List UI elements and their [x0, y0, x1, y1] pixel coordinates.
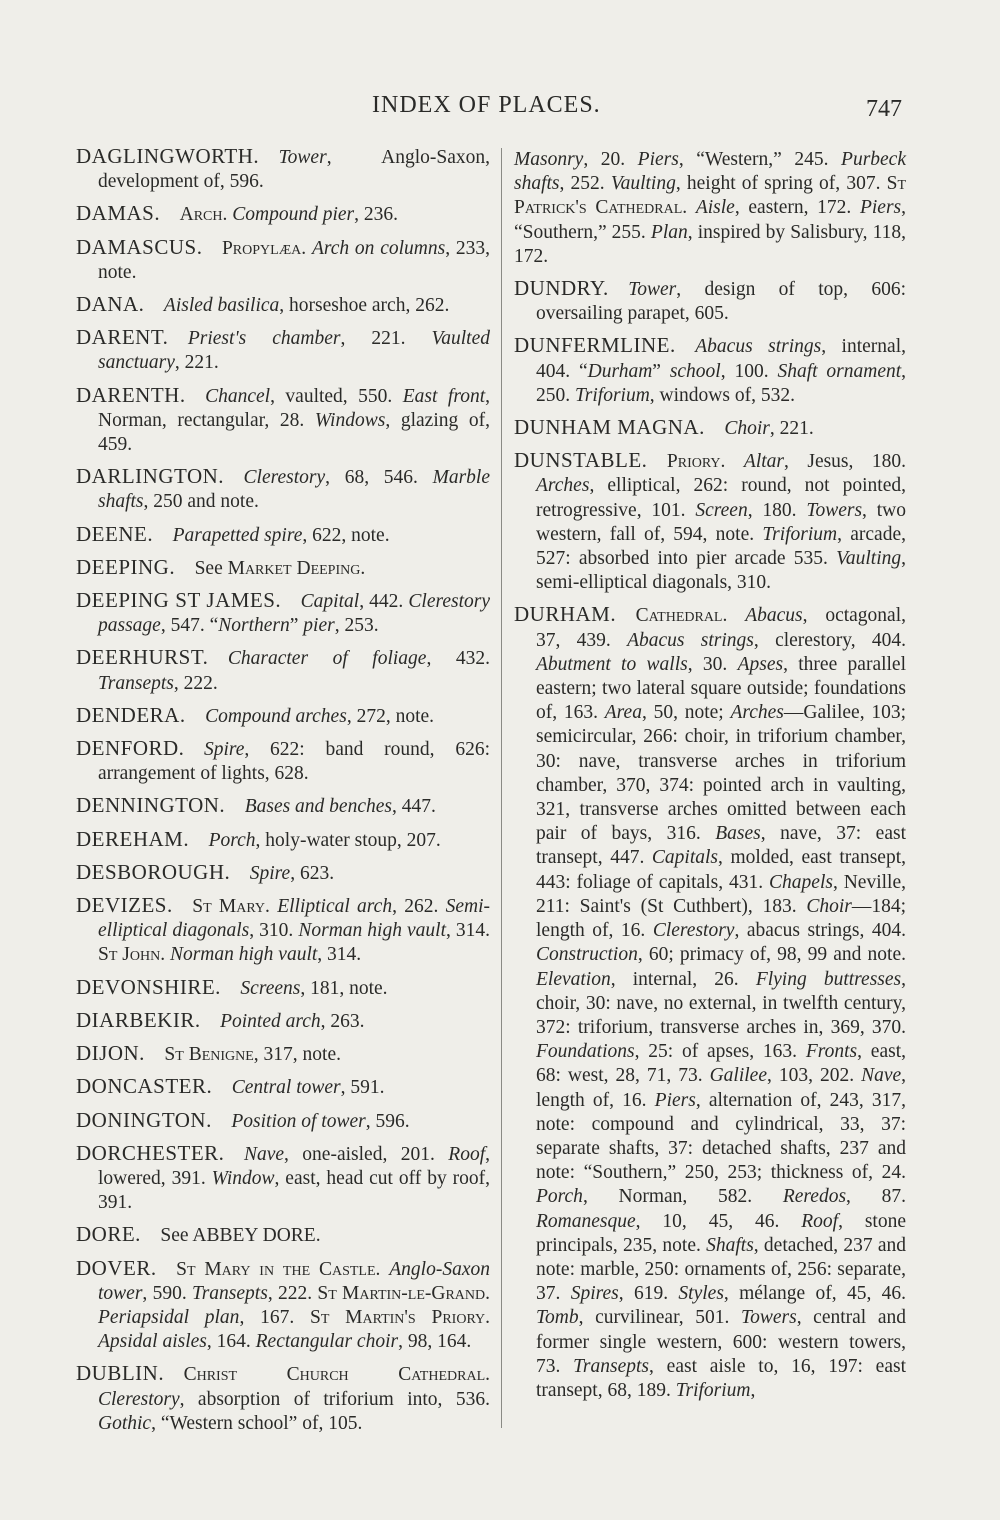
entry-subject: Fronts: [805, 1041, 858, 1063]
entry-subject: Roof: [801, 1210, 839, 1232]
entry-text: , 30.: [687, 653, 738, 675]
entry-subject: Piers: [654, 1089, 696, 1111]
entry-subject: school: [669, 360, 721, 382]
entry-text: , 103, 202.: [766, 1065, 862, 1087]
entry-text: , 547. “: [160, 615, 219, 637]
entry-headword: DARENTH.: [76, 382, 186, 407]
entry-subject: Transepts: [573, 1355, 650, 1377]
running-title: INDEX OF PLACES.: [372, 92, 601, 118]
entry-subject: Construction: [536, 944, 638, 966]
entry-text: , inspired by Salisbury, 118, 172.: [514, 221, 906, 267]
entry-text: , Neville, 211: Saint's (St Cuthbert), 183.: [536, 871, 906, 917]
entry-subject: Spire: [203, 739, 245, 761]
entry-text: , 314.: [445, 920, 491, 942]
entry-headword: DEVIZES.: [76, 893, 173, 918]
entry-text: , one-aisled, 201.: [284, 1143, 449, 1165]
entry-subject: Arches: [730, 702, 784, 724]
entry-subject: Vaulting: [610, 173, 676, 195]
entry-headword: DESBOROUGH.: [76, 859, 231, 884]
entry-subject: East front: [402, 385, 486, 407]
entry-text: See ABBEY DORE.: [160, 1225, 321, 1247]
entry-text: , elliptical, 262: round, not pointed, retrogressive, 101.: [536, 475, 906, 521]
entry-text: , octagonal, 37, 439.: [536, 605, 906, 651]
entry-subject: Porch: [208, 829, 256, 851]
entry-subject: Elevation: [536, 968, 611, 990]
entry-headword: DUNDRY.: [514, 276, 609, 301]
entry-subject: Semi-elliptical diagonals: [98, 896, 491, 942]
entry-subject: pier: [303, 615, 335, 637]
entry-text: , central and former single western, 600: western towers, 73.: [536, 1307, 906, 1377]
entry-text: , 222.: [267, 1282, 318, 1304]
entry-subject: Compound arches: [205, 705, 347, 727]
entry-text: , eastern, 172.: [734, 197, 860, 219]
entry-text: , 164.: [206, 1331, 256, 1353]
entry-text: , 233, note.: [98, 237, 490, 283]
entry-text: [380, 1259, 389, 1280]
entry-headword: DARLINGTON.: [76, 464, 225, 489]
index-entry: [76, 1256, 490, 1355]
entry-subject: Anglo-Saxon tower: [98, 1258, 490, 1304]
index-entry: [76, 860, 490, 886]
entry-headword: DUBLIN.: [76, 1361, 165, 1386]
entry-text: [727, 605, 745, 626]
entry-subject: Triforium: [762, 523, 838, 545]
entry-headword: DARENT.: [76, 325, 169, 350]
entry-text: , 447.: [392, 796, 436, 818]
entry-text: , absorption of triforium into, 536.: [179, 1388, 490, 1410]
entry-subject: Northern: [218, 615, 290, 637]
entry-subject: Piers: [859, 197, 902, 219]
entry-subject: Towers: [806, 499, 863, 521]
entry-subject: Flying buttresses: [755, 968, 902, 990]
entry-headword: DEENE.: [76, 521, 154, 546]
entry-subject: Clerestory passage: [98, 591, 490, 637]
entry-subject: Towers: [741, 1307, 797, 1329]
entry-text: , 590.: [142, 1282, 192, 1304]
entry-subject: Periapsidal plan: [98, 1306, 240, 1328]
entry-text: , molded, east transept, 443: foliage of capitals, 431.: [536, 847, 906, 893]
entry-text: , two western, fall of, 594, note.: [536, 499, 907, 545]
entry-subject: Screens: [240, 977, 301, 999]
entry-headword: DORCHESTER.: [76, 1140, 225, 1165]
entry-subject: Piers: [637, 149, 679, 170]
entry-subject: Vaulted sanctuary: [98, 328, 490, 374]
entry-building: Priory.: [666, 451, 726, 473]
entry-headword: DIARBEKIR.: [76, 1007, 201, 1032]
entry-subject: Nave: [861, 1065, 902, 1087]
entry-text: , 68, 546.: [325, 467, 433, 489]
entry-text: , “Western school” of, 105.: [151, 1412, 363, 1434]
entry-text: , 272, note.: [346, 705, 435, 727]
entry-subject: Abutment to walls: [536, 653, 688, 675]
entry-subject: Porch: [536, 1186, 583, 1208]
entry-text: , 250 and note.: [143, 491, 259, 513]
entry-subject: Bases: [715, 823, 761, 845]
entry-text: , east, head cut off by roof, 391.: [98, 1167, 490, 1214]
entry-building: Cathedral.: [635, 605, 728, 627]
entry-subject: Central tower: [231, 1077, 341, 1099]
entry-subject: Window: [211, 1167, 275, 1189]
index-entry: [76, 144, 490, 194]
entry-text: [725, 451, 743, 472]
entry-text: , horseshoe arch, 262.: [279, 295, 450, 317]
index-column-left: [76, 144, 490, 1443]
entry-text: , curvilinear, 501.: [578, 1307, 742, 1329]
index-entry: [514, 448, 906, 595]
entry-subject: Triforium: [675, 1379, 751, 1401]
entry-subject: Priest's chamber: [187, 328, 341, 350]
entry-text: —184; length of, 16.: [536, 895, 906, 942]
entry-subject: Nave: [243, 1143, 285, 1165]
entry-subject: Norman high vault: [169, 944, 318, 966]
index-entry: [76, 555, 490, 581]
entry-text: , 87.: [846, 1186, 907, 1208]
entry-text: , three parallel eastern; two lateral square outside; foundations of, 163.: [536, 653, 907, 724]
entry-subject: Purbeck shafts: [514, 149, 906, 195]
entry-text: , 442.: [359, 591, 409, 613]
entry-headword: DAMASCUS.: [76, 234, 203, 259]
entry-subject: Compound pier: [232, 204, 355, 226]
entry-subject: Capitals: [651, 847, 719, 869]
entry-text: ”: [652, 360, 670, 382]
index-entry: [514, 276, 906, 326]
entry-headword: DEERHURST.: [76, 645, 209, 670]
entry-text: , Norman, rectangular, 28.: [98, 385, 490, 431]
entry-text: , 619.: [618, 1283, 679, 1305]
entry-subject: Spires: [570, 1283, 619, 1305]
entry-text: , alternation of, 243, 317, note: compound and cylindrical, 33, 37: separate shafts, 37: detached shafts, 237 and note: “Southern,” 250, 253; thickness of, 24.: [536, 1089, 907, 1184]
entry-subject: Reredos: [782, 1186, 847, 1208]
index-entry: [514, 602, 906, 1403]
index-column-right: [514, 148, 906, 1410]
entry-text: , holy-water stoup, 207.: [255, 829, 441, 851]
entry-building: Arch.: [179, 204, 228, 226]
entry-subject: Choir: [806, 895, 852, 917]
entry-subject: Choir: [724, 418, 770, 440]
entry-text: , choir, 30: nave, no external, in twelfth century, 372: triforium, transverse arches in, 369, 370.: [536, 968, 906, 1038]
entry-subject: Clerestory: [243, 467, 326, 489]
entry-text: , “Western,” 245.: [678, 149, 842, 170]
entry-subject: Styles: [678, 1283, 724, 1305]
entry-text: , length of, 16.: [536, 1065, 907, 1111]
entry-building: St Patrick's Cathedral.: [514, 173, 907, 219]
entry-text: , lowered, 391.: [98, 1143, 490, 1189]
entry-text: , 310.: [249, 920, 299, 942]
entry-subject: Abacus strings: [695, 336, 822, 358]
entry-subject: Position of tower: [231, 1110, 366, 1132]
entry-subject: Arches: [536, 475, 590, 497]
entry-headword: DORE.: [76, 1222, 141, 1247]
index-entry: [76, 588, 490, 638]
entry-text: , abacus strings, 404.: [734, 920, 906, 942]
entry-subject: Parapetted spire: [172, 524, 303, 546]
index-entry: [76, 975, 490, 1001]
entry-subject: Vaulting: [836, 548, 902, 570]
index-entry: [76, 235, 490, 285]
entry-headword: DENFORD.: [76, 736, 185, 761]
index-entry: [514, 415, 906, 441]
entry-text: , 596.: [365, 1110, 410, 1132]
entry-text: , vaulted, 550.: [270, 385, 403, 407]
entry-text: , 314.: [317, 944, 362, 966]
entry-headword: DEEPING.: [76, 554, 176, 579]
entry-text: , internal, 26.: [610, 968, 756, 990]
entry-text: , semi-elliptical diagonals, 310.: [536, 548, 906, 594]
entry-text: , internal, 404. “: [536, 336, 906, 382]
entry-headword: DOVER.: [76, 1255, 157, 1280]
entry-subject: Gothic: [98, 1412, 152, 1434]
entry-text: , east aisle to, 16, 197: east transept, 68, 189.: [536, 1355, 907, 1401]
entry-text: , 167.: [239, 1306, 310, 1328]
entry-text: , 20.: [583, 149, 638, 170]
entry-building: St Mary in the Castle.: [176, 1258, 381, 1280]
entry-building: St Martin-le-Grand.: [317, 1282, 490, 1304]
entry-text: , Jesus, 180.: [784, 451, 907, 473]
entry-headword: DUNFERMLINE.: [514, 333, 676, 358]
entry-subject: Triforium: [575, 384, 650, 406]
entry-subject: Arch on columns: [311, 237, 446, 259]
entry-text: , 25: of apses, 163.: [634, 1041, 806, 1063]
entry-headword: DAGLINGWORTH.: [76, 144, 260, 168]
entry-text: , 221.: [769, 418, 814, 440]
entry-text: , 181, note.: [300, 977, 388, 999]
entry-subject: Abacus: [745, 605, 803, 627]
entry-subject: Marble shafts: [98, 467, 490, 513]
entry-text: , 180.: [747, 499, 807, 521]
entry-headword: DONCASTER.: [76, 1074, 213, 1099]
entry-text: , 60; primacy of, 98, 99 and note.: [637, 944, 906, 966]
entry-subject: Masonry: [514, 149, 584, 170]
entry-building: St Martin's Priory.: [309, 1306, 490, 1328]
entry-text: , 98, 164.: [398, 1331, 472, 1353]
entry-text: , 623.: [290, 862, 335, 884]
entry-subject: Tower: [628, 279, 677, 301]
index-entry: [76, 292, 490, 318]
index-entry: [76, 703, 490, 729]
entry-text: , 50, note;: [641, 702, 731, 724]
entry-text: , east, 68: west, 28, 71, 73.: [536, 1041, 906, 1087]
entry-headword: DENNINGTON.: [76, 793, 226, 818]
entry-headword: DENDERA.: [76, 702, 186, 727]
entry-text: , Norman, 582.: [582, 1186, 783, 1208]
entry-text: , windows of, 532.: [649, 384, 795, 406]
index-entry: [76, 201, 490, 227]
entry-subject: Durham: [587, 360, 653, 382]
index-entry: [514, 148, 906, 269]
entry-subject: Windows: [314, 409, 386, 431]
entry-subject: Area: [604, 702, 642, 724]
index-entry: [76, 325, 490, 375]
entry-subject: Apsidal aisles: [98, 1331, 207, 1353]
index-entry: [76, 1141, 490, 1216]
entry-subject: Capital: [300, 591, 360, 613]
entry-headword: DEVONSHIRE.: [76, 974, 221, 999]
index-entry: [76, 645, 490, 695]
entry-headword: DIJON.: [76, 1041, 145, 1066]
entry-text: , 432.: [426, 648, 490, 670]
page-number: 747: [866, 96, 902, 122]
entry-text: [687, 197, 696, 218]
entry-text: ”: [289, 615, 304, 637]
entry-text: , arcade, 527: absorbed into pier arcade 535.: [536, 523, 906, 570]
index-entry: [76, 383, 490, 458]
index-entry: [76, 522, 490, 548]
index-entry: [76, 827, 490, 853]
entry-subject: Character of foliage: [227, 648, 427, 670]
entry-text: , height of spring of, 307.: [675, 173, 887, 195]
entry-headword: DEEPING ST JAMES.: [76, 588, 282, 613]
entry-headword: DONINGTON.: [76, 1107, 212, 1132]
entry-building: St Benigne: [164, 1044, 254, 1066]
entry-subject: Clerestory: [652, 920, 735, 942]
entry-subject: Foundations: [536, 1041, 635, 1063]
entry-text: , 222.: [173, 672, 218, 694]
index-entry: [76, 1361, 490, 1436]
entry-text: , mélange of, 45, 46.: [723, 1283, 907, 1305]
entry-headword: DAMAS.: [76, 201, 161, 226]
index-entry: [76, 1074, 490, 1100]
entry-building: Market Deeping.: [227, 557, 366, 579]
entry-text: , design of top, 606: oversailing parapet, 605.: [536, 279, 906, 325]
entry-subject: Aisled basilica: [163, 295, 280, 317]
entry-subject: Transepts: [191, 1282, 268, 1304]
entry-subject: Tower: [278, 147, 327, 168]
entry-text: , 622, note.: [302, 524, 390, 546]
index-entry: [76, 793, 490, 819]
entry-building: St John.: [98, 944, 166, 966]
entry-headword: DUNHAM MAGNA.: [514, 415, 705, 440]
entry-subject: Shafts: [706, 1234, 754, 1256]
index-entry: [514, 333, 906, 408]
entry-text: , 263.: [320, 1010, 365, 1032]
entry-subject: Tomb: [536, 1307, 579, 1329]
index-entry: [76, 893, 490, 968]
entry-text: , 221.: [340, 328, 432, 350]
entry-text: ,: [750, 1379, 756, 1401]
index-entry: [76, 1008, 490, 1034]
entry-text: , glazing of, 459.: [98, 409, 491, 456]
entry-text: , 253.: [334, 615, 379, 637]
entry-subject: Rectangular choir: [255, 1331, 399, 1353]
entry-text: , 100.: [720, 360, 778, 382]
entry-subject: Spire: [249, 862, 291, 884]
entry-subject: Roof: [448, 1143, 486, 1165]
entry-subject: Chapels: [769, 871, 833, 893]
entry-subject: Screen: [695, 499, 748, 521]
entry-text: , 591.: [340, 1077, 385, 1099]
entry-text: , nave, 37: east transept, 447.: [536, 823, 906, 869]
entry-building: Christ Church Cathedral.: [183, 1364, 490, 1386]
entry-text: , 317, note.: [253, 1044, 341, 1066]
entry-headword: DUNSTABLE.: [514, 448, 648, 473]
entry-text: , “Southern,” 255.: [514, 197, 907, 243]
entry-building: St Mary.: [192, 896, 270, 918]
entry-text: , 250.: [536, 360, 907, 406]
entry-text: , 252.: [559, 173, 611, 195]
index-entry: [76, 464, 490, 514]
entry-subject: Romanesque: [536, 1210, 636, 1232]
entry-text: , 10, 45, 46.: [635, 1210, 802, 1232]
entry-subject: Transepts: [98, 672, 174, 694]
entry-subject: Bases and benches: [244, 796, 392, 818]
entry-subject: Pointed arch: [220, 1010, 321, 1032]
entry-subject: Norman high vault: [298, 920, 446, 942]
entry-subject: Altar: [743, 451, 784, 473]
entry-text: , 236.: [354, 204, 398, 226]
entry-text: , 262.: [392, 896, 446, 918]
entry-text: , detached, 237 and note: marble, 250: ornaments of, 256: separate, 37.: [536, 1234, 906, 1305]
entry-text: , clerestory, 404.: [753, 629, 906, 651]
entry-subject: Chancel: [205, 385, 271, 407]
entry-text: See: [194, 557, 228, 579]
entry-headword: DANA.: [76, 292, 145, 317]
entry-subject: Elliptical arch: [277, 896, 393, 918]
entry-subject: Aisle: [695, 197, 735, 219]
entry-headword: DEREHAM.: [76, 826, 190, 851]
entry-subject: Apses: [737, 653, 784, 675]
index-entry: [76, 1108, 490, 1134]
index-entry: [76, 1041, 490, 1067]
entry-subject: Plan: [650, 221, 688, 243]
column-divider: [501, 148, 502, 1428]
entry-text: , Anglo-Saxon, development of, 596.: [98, 147, 490, 193]
entry-subject: Abacus strings: [627, 629, 754, 651]
page-header: [0, 92, 1000, 132]
entry-text: , 622: band round, 626: arrangement of lights, 628.: [98, 739, 490, 785]
entry-building: Propylæa.: [221, 237, 307, 259]
entry-text: , stone principals, 235, note.: [536, 1210, 906, 1256]
entry-subject: Shaft ornament: [777, 360, 902, 382]
index-entry: [76, 736, 490, 786]
entry-text: —Galilee, 103; semicircular, 266: choir, in triforium chamber, 30: nave, transverse arches in triforium chamber, 370, 374: pointed arch in vaulting, 321, transverse arches omitted between each pair of bays, 316.: [536, 702, 907, 845]
entry-subject: Clerestory: [98, 1388, 180, 1410]
entry-headword: DURHAM.: [514, 602, 617, 627]
entry-subject: Galilee: [709, 1065, 767, 1087]
index-entry: [76, 1222, 490, 1248]
entry-text: , 221.: [174, 352, 219, 374]
